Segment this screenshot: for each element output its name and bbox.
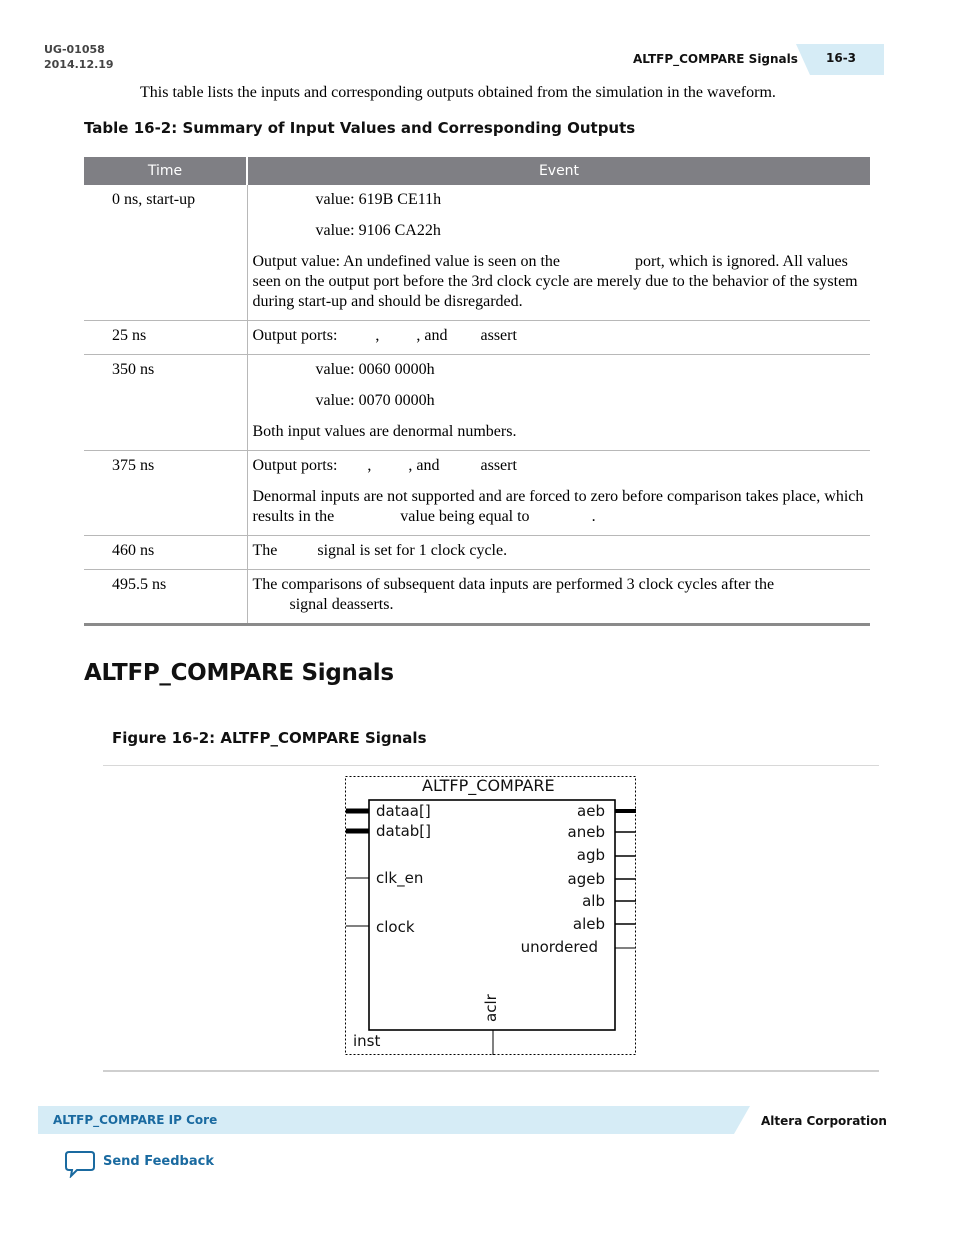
cell-time: 0 ns, start-up xyxy=(84,185,247,321)
send-feedback-label[interactable]: Send Feedback xyxy=(103,1154,214,1169)
event-text: value: 9106 CA22h xyxy=(315,222,441,239)
event-line xyxy=(253,456,865,476)
event-line xyxy=(253,221,865,241)
event-text: . xyxy=(591,508,596,525)
column-header-time: Time xyxy=(84,157,247,185)
event-table xyxy=(84,157,870,626)
port-label-dataa: dataa[] xyxy=(376,802,431,820)
event-text: value: 0070 0000h xyxy=(315,392,435,409)
doc-date: 2014.12.19 xyxy=(44,58,114,71)
column-header-event: Event xyxy=(247,157,870,185)
event-text: value being equal to xyxy=(400,508,530,525)
table-row xyxy=(84,451,870,536)
event-text: assert xyxy=(480,327,517,344)
footer-band xyxy=(38,1106,750,1134)
figure-caption: Figure 16-2: ALTFP_COMPARE Signals xyxy=(112,729,427,747)
cell-time: 375 ns xyxy=(84,451,247,536)
event-text: assert xyxy=(480,457,517,474)
event-text: The comparisons of subsequent data inputs are performed 3 clock cycles after the xyxy=(252,576,775,593)
cell-time: 25 ns xyxy=(84,321,247,355)
event-text: Output ports: xyxy=(252,457,338,474)
event-text: Denormal inputs are not supported and are forced to zero before comparison takes place, which results in the xyxy=(252,488,864,525)
cell-event xyxy=(247,321,870,355)
port-label-aeb: aeb xyxy=(577,802,605,820)
cell-event xyxy=(247,536,870,570)
cell-event xyxy=(247,570,870,625)
event-text: value: 619B CE11h xyxy=(315,191,442,208)
table-row xyxy=(84,185,870,321)
event-text: , xyxy=(375,327,380,344)
event-table-grid xyxy=(84,157,870,626)
port-label-ageb: ageb xyxy=(567,870,605,888)
port-label-aclr: aclr xyxy=(482,994,500,1022)
table-caption: Table 16-2: Summary of Input Values and Corresponding Outputs xyxy=(84,119,636,137)
table-row xyxy=(84,355,870,451)
port-label-unordered: unordered xyxy=(520,938,598,956)
page-number: 16-3 xyxy=(826,51,857,65)
footer-core-name[interactable]: ALTFP_COMPARE IP Core xyxy=(53,1113,218,1127)
port-label-alb: alb xyxy=(582,892,605,910)
event-line xyxy=(253,252,865,312)
instance-name: inst xyxy=(353,1032,381,1050)
event-line xyxy=(253,391,865,411)
event-text: , and xyxy=(408,457,440,474)
cell-time: 350 ns xyxy=(84,355,247,451)
port-label-datab: datab[] xyxy=(376,822,432,840)
event-text: , xyxy=(367,457,372,474)
event-text: signal is set for 1 clock cycle. xyxy=(317,542,508,559)
event-text: Both input values are denormal numbers. xyxy=(252,423,517,440)
doc-id: UG-01058 xyxy=(44,43,105,56)
event-text: , and xyxy=(416,327,448,344)
intro-paragraph: This table lists the inputs and corresponding outputs obtained from the simulation in the waveform. xyxy=(140,84,776,101)
altfp-compare-block-diagram xyxy=(345,776,637,1056)
cell-time: 460 ns xyxy=(84,536,247,570)
block-name: ALTFP_COMPARE xyxy=(422,776,555,795)
table-row xyxy=(84,321,870,355)
section-heading: ALTFP_COMPARE Signals xyxy=(84,660,394,686)
port-label-agb: agb xyxy=(576,846,605,864)
event-text: value: 0060 0000h xyxy=(315,361,435,378)
table-row xyxy=(84,536,870,570)
cell-event xyxy=(247,355,870,451)
chat-bubble-icon xyxy=(65,1150,97,1178)
event-line xyxy=(253,360,865,380)
cell-event xyxy=(247,451,870,536)
send-feedback-link[interactable] xyxy=(65,1150,215,1178)
event-text: Output value: An undefined value is seen on the xyxy=(252,253,560,270)
port-label-clock: clock xyxy=(376,918,415,936)
event-text: port, which is ignored. All values seen on the output port before the 3rd clock cycle are merely due to the behavior of the system during start-up and should be disregarded. xyxy=(252,253,858,310)
event-line xyxy=(253,487,865,527)
event-text: signal deasserts. xyxy=(289,596,394,613)
figure-top-rule xyxy=(103,765,879,766)
table-row xyxy=(84,570,870,625)
header-section-title: ALTFP_COMPARE Signals xyxy=(633,52,798,66)
table-header-row xyxy=(84,157,870,185)
port-label-aneb: aneb xyxy=(567,823,605,841)
cell-event xyxy=(247,185,870,321)
port-label-aleb: aleb xyxy=(572,915,605,933)
page-number-tab xyxy=(796,44,884,75)
event-text: The xyxy=(252,542,278,559)
footer-company: Altera Corporation xyxy=(761,1114,887,1128)
event-line xyxy=(253,190,865,210)
figure-bottom-rule xyxy=(103,1070,879,1072)
event-line xyxy=(253,422,865,442)
port-label-clk-en: clk_en xyxy=(376,869,424,887)
event-text: Output ports: xyxy=(252,327,338,344)
cell-time: 495.5 ns xyxy=(84,570,247,625)
